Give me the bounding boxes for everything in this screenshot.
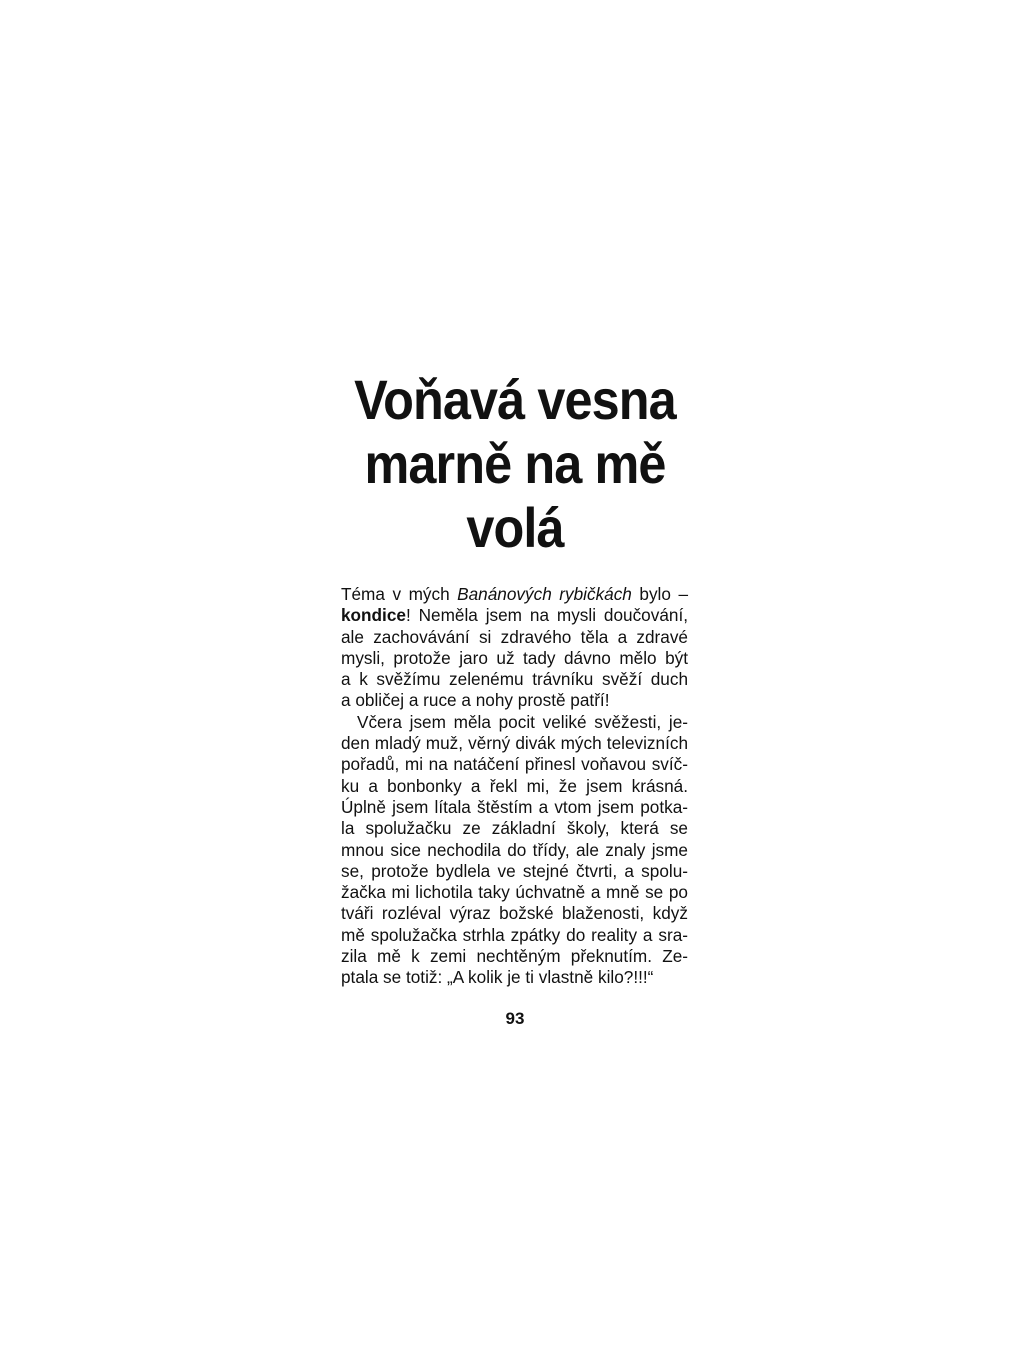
paragraph-1-line-6: a obličej a ruce a nohy prostě patří! <box>341 690 610 711</box>
paragraph-2-line-2: den mladý muž, věrný divák mých televizních <box>341 733 688 754</box>
paragraph-2-line-10: tváři rozléval výraz božské blaženosti, když <box>341 903 688 924</box>
paragraph-1-line-1-end: bylo – <box>631 584 689 604</box>
paragraph-2-line-8: se, protože bydlela ve stejné čtvrti, a spolu- <box>341 860 688 881</box>
paragraph-1-line-1 <box>341 584 688 605</box>
book-title-italic: Banánových rybičkách <box>457 584 632 604</box>
chapter-title-line-2: marně na mě <box>364 432 666 495</box>
paragraph-1-line-1-start: Téma v mých <box>341 584 458 604</box>
paragraph-2-line-3: pořadů, mi na natáčení přinesl voňavou svíč- <box>341 754 688 775</box>
paragraph-2-line-7: mnou sice nechodila do třídy, ale znaly jsme <box>341 839 688 860</box>
paragraph-2-line-9: žačka mi lichotila taky úchvatně a mně se po <box>341 882 688 903</box>
paragraph-1-line-2-end: ! Neměla jsem na mysli doučování, <box>405 605 688 626</box>
body-text <box>341 584 688 989</box>
paragraph-2-line-12: zila mě k zemi nechtěným překnutím. Ze- <box>341 946 688 967</box>
page-number: 93 <box>505 1009 525 1028</box>
paragraph-1-line-4: mysli, protože jaro už tady dávno mělo být <box>341 647 688 668</box>
paragraph-1-line-3: ale zachovávání si zdravého těla a zdravé <box>341 626 688 647</box>
paragraph-2-line-13: ptala se totiž: „A kolik je ti vlastně kilo?!!!“ <box>341 967 654 988</box>
chapter-title-line-1: Voňavá vesna <box>354 368 676 431</box>
paragraph-1-line-2 <box>341 605 688 626</box>
chapter-title-line-3: volá <box>466 496 564 559</box>
paragraph-2 <box>341 712 688 989</box>
chapter-title <box>340 368 691 560</box>
paragraph-1-line-5: a k svěžímu zelenému trávníku svěží duch <box>341 669 688 690</box>
paragraph-2-line-6: la spolužačku ze základní školy, která se <box>341 818 688 839</box>
paragraph-2-line-1: Včera jsem měla pocit veliké svěžesti, je- <box>357 711 688 732</box>
keyword-bold: kondice <box>341 605 406 626</box>
paragraph-2-line-11: mě spolužačka strhla zpátky do reality a sra- <box>341 924 688 945</box>
paragraph-2-line-5: Úplně jsem lítala štěstím a vtom jsem potka- <box>341 796 688 817</box>
paragraph-2-line-4: ku a bonbonky a řekl mi, že jsem krásná. <box>341 775 688 796</box>
paragraph-1 <box>341 584 688 712</box>
